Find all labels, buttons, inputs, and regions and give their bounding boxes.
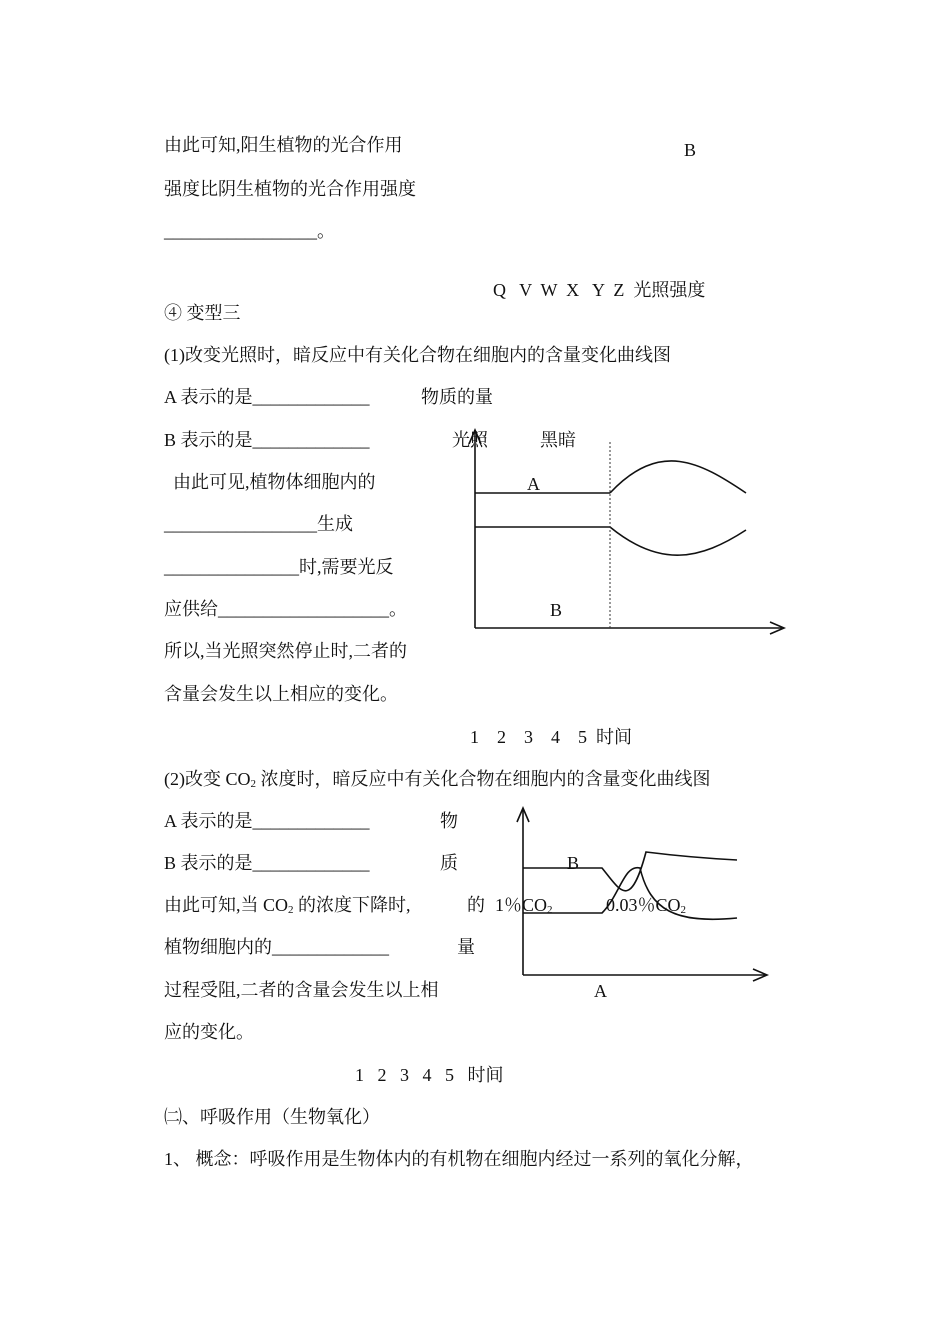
curve-a-label: A — [594, 981, 607, 1001]
answer-a-line: A 表示的是_____________ — [164, 387, 370, 407]
text-line: _________________生成 — [164, 514, 353, 534]
concept-text: 1、 概念：呼吸作用是生物体内的有机物在细胞内经过一系列的氧化分解， — [164, 1149, 754, 1169]
text-line: 由此可知,阳生植物的光合作用 — [164, 135, 403, 155]
co2-high-label: 1％$CO_2$ — [495, 895, 553, 916]
text-line: 所以,当光照突然停止时,二者的 — [164, 641, 407, 661]
text-line: 过程受阻,二者的含量会发生以上相 — [164, 980, 439, 1000]
section-heading: ㈡、呼吸作用（生物氧化） — [164, 1107, 380, 1127]
text-line: 植物细胞内的_____________ — [164, 937, 389, 957]
curve-a — [523, 868, 737, 920]
answer-a-line: A 表示的是_____________ — [164, 811, 370, 831]
answer-b-line: B 表示的是_____________ — [164, 853, 370, 873]
x-axis-labels: Q V W X Y Z 光照强度 — [493, 280, 706, 300]
x-axis-labels: 1 2 3 4 5 时间 — [470, 727, 632, 747]
co2-low-label: 0.03％$CO_2$ — [606, 895, 687, 916]
question-title: (2)改变 $CO_2$ 浓度时，暗反应中有关化合物在细胞内的含量变化曲线图 — [164, 769, 711, 790]
curve-a-label: A — [527, 474, 540, 494]
text-line: _______________时,需要光反 — [164, 557, 394, 577]
curve-b-label: B — [550, 600, 563, 620]
answer-blank: _________________。 — [164, 221, 335, 241]
text-line: 强度比阴生植物的光合作用强度 — [164, 179, 416, 199]
curve-b-label: B — [567, 853, 580, 873]
y-axis-label: 的 — [467, 895, 485, 915]
text-line: 应的变化。 — [164, 1022, 254, 1042]
phase-dark-label: 黑暗 — [540, 430, 576, 450]
y-axis-label: 质 — [440, 853, 458, 873]
graph-label-b: B — [684, 140, 697, 160]
section-heading: ④ 变型三 — [164, 303, 241, 323]
phase-light-label: 光照 — [452, 430, 488, 450]
text-line: 由此可见,植物体细胞内的 — [164, 472, 376, 492]
question-title: (1)改变光照时，暗反应中有关化合物在细胞内的含量变化曲线图 — [164, 345, 671, 365]
x-axis-labels: 1 2 3 4 5 时间 — [355, 1065, 504, 1085]
y-axis-label: 物 — [440, 811, 458, 831]
answer-b-line: B 表示的是_____________ — [164, 430, 370, 450]
y-axis-label: 量 — [457, 937, 475, 957]
text-line: 应供给___________________。 — [164, 599, 407, 619]
text-line: 含量会发生以上相应的变化。 — [164, 684, 398, 704]
text-line: 由此可知,当 $CO_2$ 的浓度下降时, — [164, 895, 411, 916]
y-axis-label: 物质的量 — [421, 387, 493, 407]
